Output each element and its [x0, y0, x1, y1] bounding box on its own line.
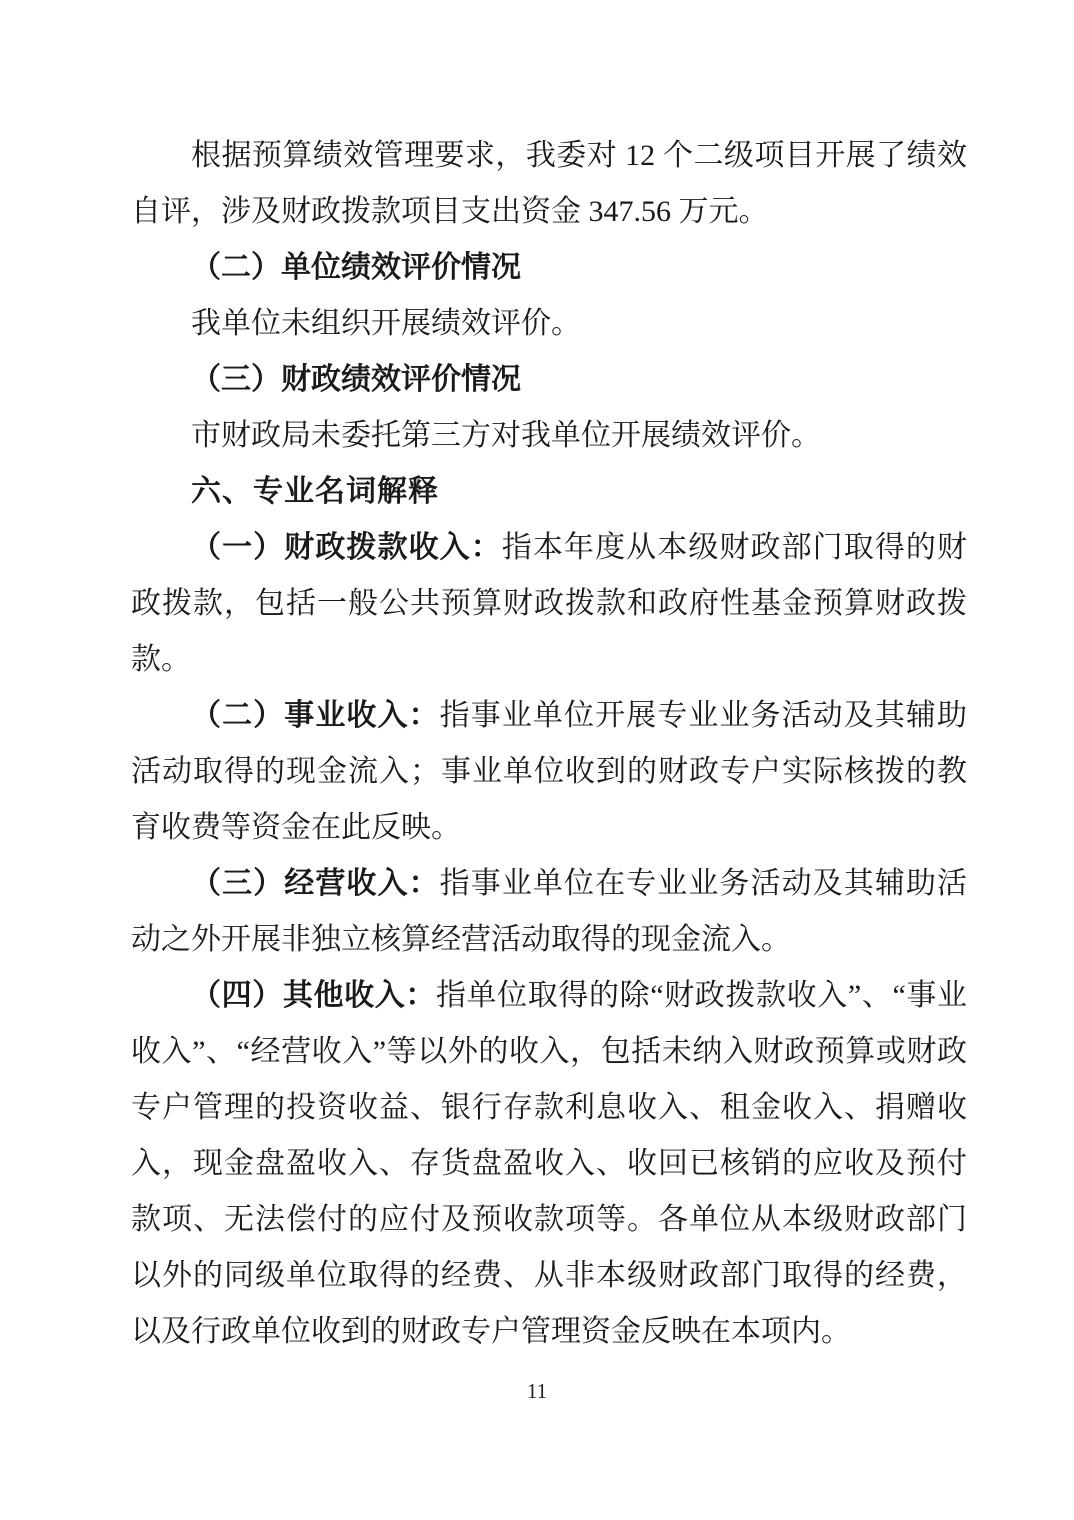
paragraph-term-fiscal-appropriation-income [131, 520, 967, 688]
term-label-fiscal-appropriation-income: （一）财政拨款收入： [191, 531, 502, 564]
heading-fiscal-performance-evaluation: （三）财政绩效评价情况 [191, 363, 521, 396]
heading-unit-performance-evaluation: （二）单位绩效评价情况 [191, 251, 521, 284]
term-definition-operating-income: 指事业单位在专业业务活动及其辅助活动之外开展非独立核算经营活动取得的现金流入。 [131, 867, 968, 956]
term-label-operating-income: （三）经营收入： [191, 867, 440, 900]
heading-terminology-section: 六、专业名词解释 [191, 475, 439, 508]
paragraph-fiscal-performance-evaluation: 市财政局未委托第三方对我单位开展绩效评价。 [191, 419, 821, 452]
term-definition-institutional-income: 指事业单位开展专业业务活动及其辅助活动取得的现金流入；事业单位收到的财政专户实际核拨的教育收费等资金在此反映。 [131, 699, 968, 844]
page-number: 11 [526, 1379, 548, 1403]
paragraph-term-operating-income [131, 856, 967, 968]
term-label-institutional-income: （二）事业收入： [191, 699, 440, 732]
paragraph-performance-self-evaluation: 根据预算绩效管理要求，我委对 12 个二级项目开展了绩效自评，涉及财政拨款项目支出资金 347.56 万元。 [131, 139, 967, 228]
paragraph-term-other-income [131, 968, 967, 1360]
paragraph-unit-performance-evaluation: 我单位未组织开展绩效评价。 [191, 307, 581, 340]
term-definition-fiscal-appropriation-income: 指本年度从本级财政部门取得的财政拨款，包括一般公共预算财政拨款和政府性基金预算财政拨款。 [131, 531, 968, 676]
term-label-other-income: （四）其他收入： [191, 979, 436, 1012]
page-body [131, 128, 967, 1360]
term-definition-other-income: 指单位取得的除“财政拨款收入”、“事业收入”、“经营收入”等以外的收入，包括未纳入财政预算或财政专户管理的投资收益、银行存款利息收入、租金收入、捐赠收入，现金盘盈收入、存货盘盈收入、收回已核销的应收及预付款项、无法偿付的应付及预收款项等。各单位从本级财政部门以外的同级单位取得的经费、从非本级财政部门取得的经费，以及行政单位收到的财政专户管理资金反映在本项内。 [131, 979, 967, 1348]
paragraph-term-institutional-income [131, 688, 967, 856]
